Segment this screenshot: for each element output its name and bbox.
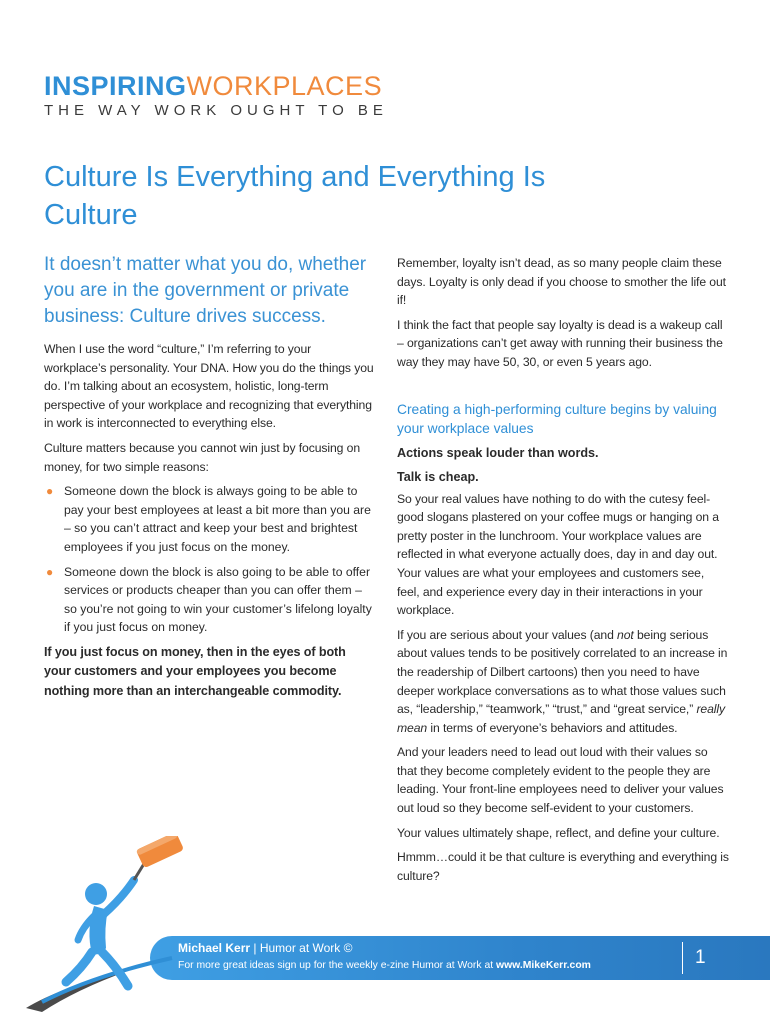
- reasons-list: [44, 482, 374, 637]
- page-number: 1: [695, 947, 706, 968]
- list-item: [44, 563, 374, 637]
- emphasis-really-mean: really mean: [397, 702, 725, 735]
- paragraph-values-shape: Your values ultimately shape, reflect, and define your culture.: [397, 825, 720, 840]
- footer-signup-line: [178, 958, 591, 974]
- bold-statement-talk: Talk is cheap.: [397, 469, 479, 484]
- paragraph-real-values: So your real values have nothing to do with the cutesy feel-good slogans plastered on your coffee mugs or hanging on a pretty poster in the lunchroom. Your workplace values are reflected in what everyone actually does, day in and day out. Your values are what your employees and customers see, feel, and experience every day in their interactions in your workplace.: [397, 491, 719, 618]
- paragraph-culture-matters: Culture matters because you cannot win just by focusing on money, for two simple reasons:: [44, 440, 360, 474]
- logo-wordmark: [44, 72, 388, 100]
- logo-part-inspiring: INSPIRING: [44, 71, 187, 101]
- logo-part-workplaces: WORKPLACES: [186, 71, 383, 101]
- lead-paragraph: It doesn’t matter what you do, whether you are in the government or private business: Culture drives success.: [44, 254, 367, 327]
- right-column: [397, 254, 729, 891]
- logo-tagline: THE WAY WORK OUGHT TO BE: [44, 102, 388, 119]
- text-segment: being serious about values tends to be positively correlated to an increase in the readership of Dilbert cartoons) then you need to have deeper workplace conversations as to what those values such as, “leadership,” “teamwork,” “trust,” and “great service,”: [397, 627, 728, 717]
- text-segment: in terms of everyone’s behaviors and attitudes.: [427, 720, 678, 735]
- page-number-box: [682, 942, 706, 974]
- text-segment: If you are serious about your values (and: [397, 627, 618, 642]
- footer-signup-text: For more great ideas sign up for the weekly e-zine Humor at Work at: [178, 960, 497, 971]
- list-item: [44, 482, 374, 556]
- painter-figure-illustration: [22, 836, 222, 1016]
- list-item-text: Someone down the block is also going to be able to offer services or products cheaper than you can offer them – so you’re not going to win your customer’s lifelong loyalty if you just focus on money.: [64, 564, 372, 635]
- website-link[interactable]: www.MikeKerr.com: [496, 960, 591, 971]
- page-title: Culture Is Everything and Everything Is Culture: [44, 161, 546, 231]
- footer-separator: |: [253, 941, 257, 955]
- footer-author-line: [178, 940, 591, 956]
- bullet-icon: ●: [46, 484, 54, 499]
- bold-statement-actions: Actions speak louder than words.: [397, 445, 599, 460]
- paragraph-closing: Hmmm…could it be that culture is everything and everything is culture?: [397, 850, 729, 883]
- left-column: [44, 252, 374, 701]
- paragraph-leaders: And your leaders need to lead out loud with their values so that they become completely evident to the people they are leading. Your front-line employees need to deliver your values out loud so they become self-evident to your customers.: [397, 745, 724, 816]
- bold-conclusion: If you just focus on money, then in the eyes of both your customers and your employees you become nothing more than an interchangeable commodity.: [44, 644, 346, 698]
- section-subheading: Creating a high-performing culture begins by valuing your workplace values: [397, 401, 717, 436]
- author-name: Michael Kerr: [178, 941, 251, 955]
- paragraph-loyalty: Remember, loyalty isn’t dead, as so many people claim these days. Loyalty is only dead if you choose to smother the life out if!: [397, 256, 726, 308]
- paragraph-serious-values: [397, 626, 729, 738]
- logo: [44, 72, 388, 119]
- footer-brand: Humor at Work ©: [259, 941, 353, 955]
- paragraph-wakeup-call: I think the fact that people say loyalty is dead is a wakeup call – organizations can’t get away with running their business the way they may have 50, 30, or even 5 years ago.: [397, 317, 723, 369]
- list-item-text: Someone down the block is always going to be able to pay your best employees at least a bit more than you are – so you can’t attract and keep your best and brightest employees if you just focus on the money.: [64, 484, 371, 554]
- footer-text: [178, 940, 591, 974]
- bullet-icon: ●: [46, 564, 54, 579]
- paragraph-culture-definition: When I use the word “culture,” I’m referring to your workplace’s personality. Your DNA. How you do the things you do. I’m talking about an ecosystem, holistic, long-term perspective of your workplace and recognizing that everything in work is interconnected to everything else.: [44, 342, 374, 431]
- emphasis-not: not: [617, 627, 634, 642]
